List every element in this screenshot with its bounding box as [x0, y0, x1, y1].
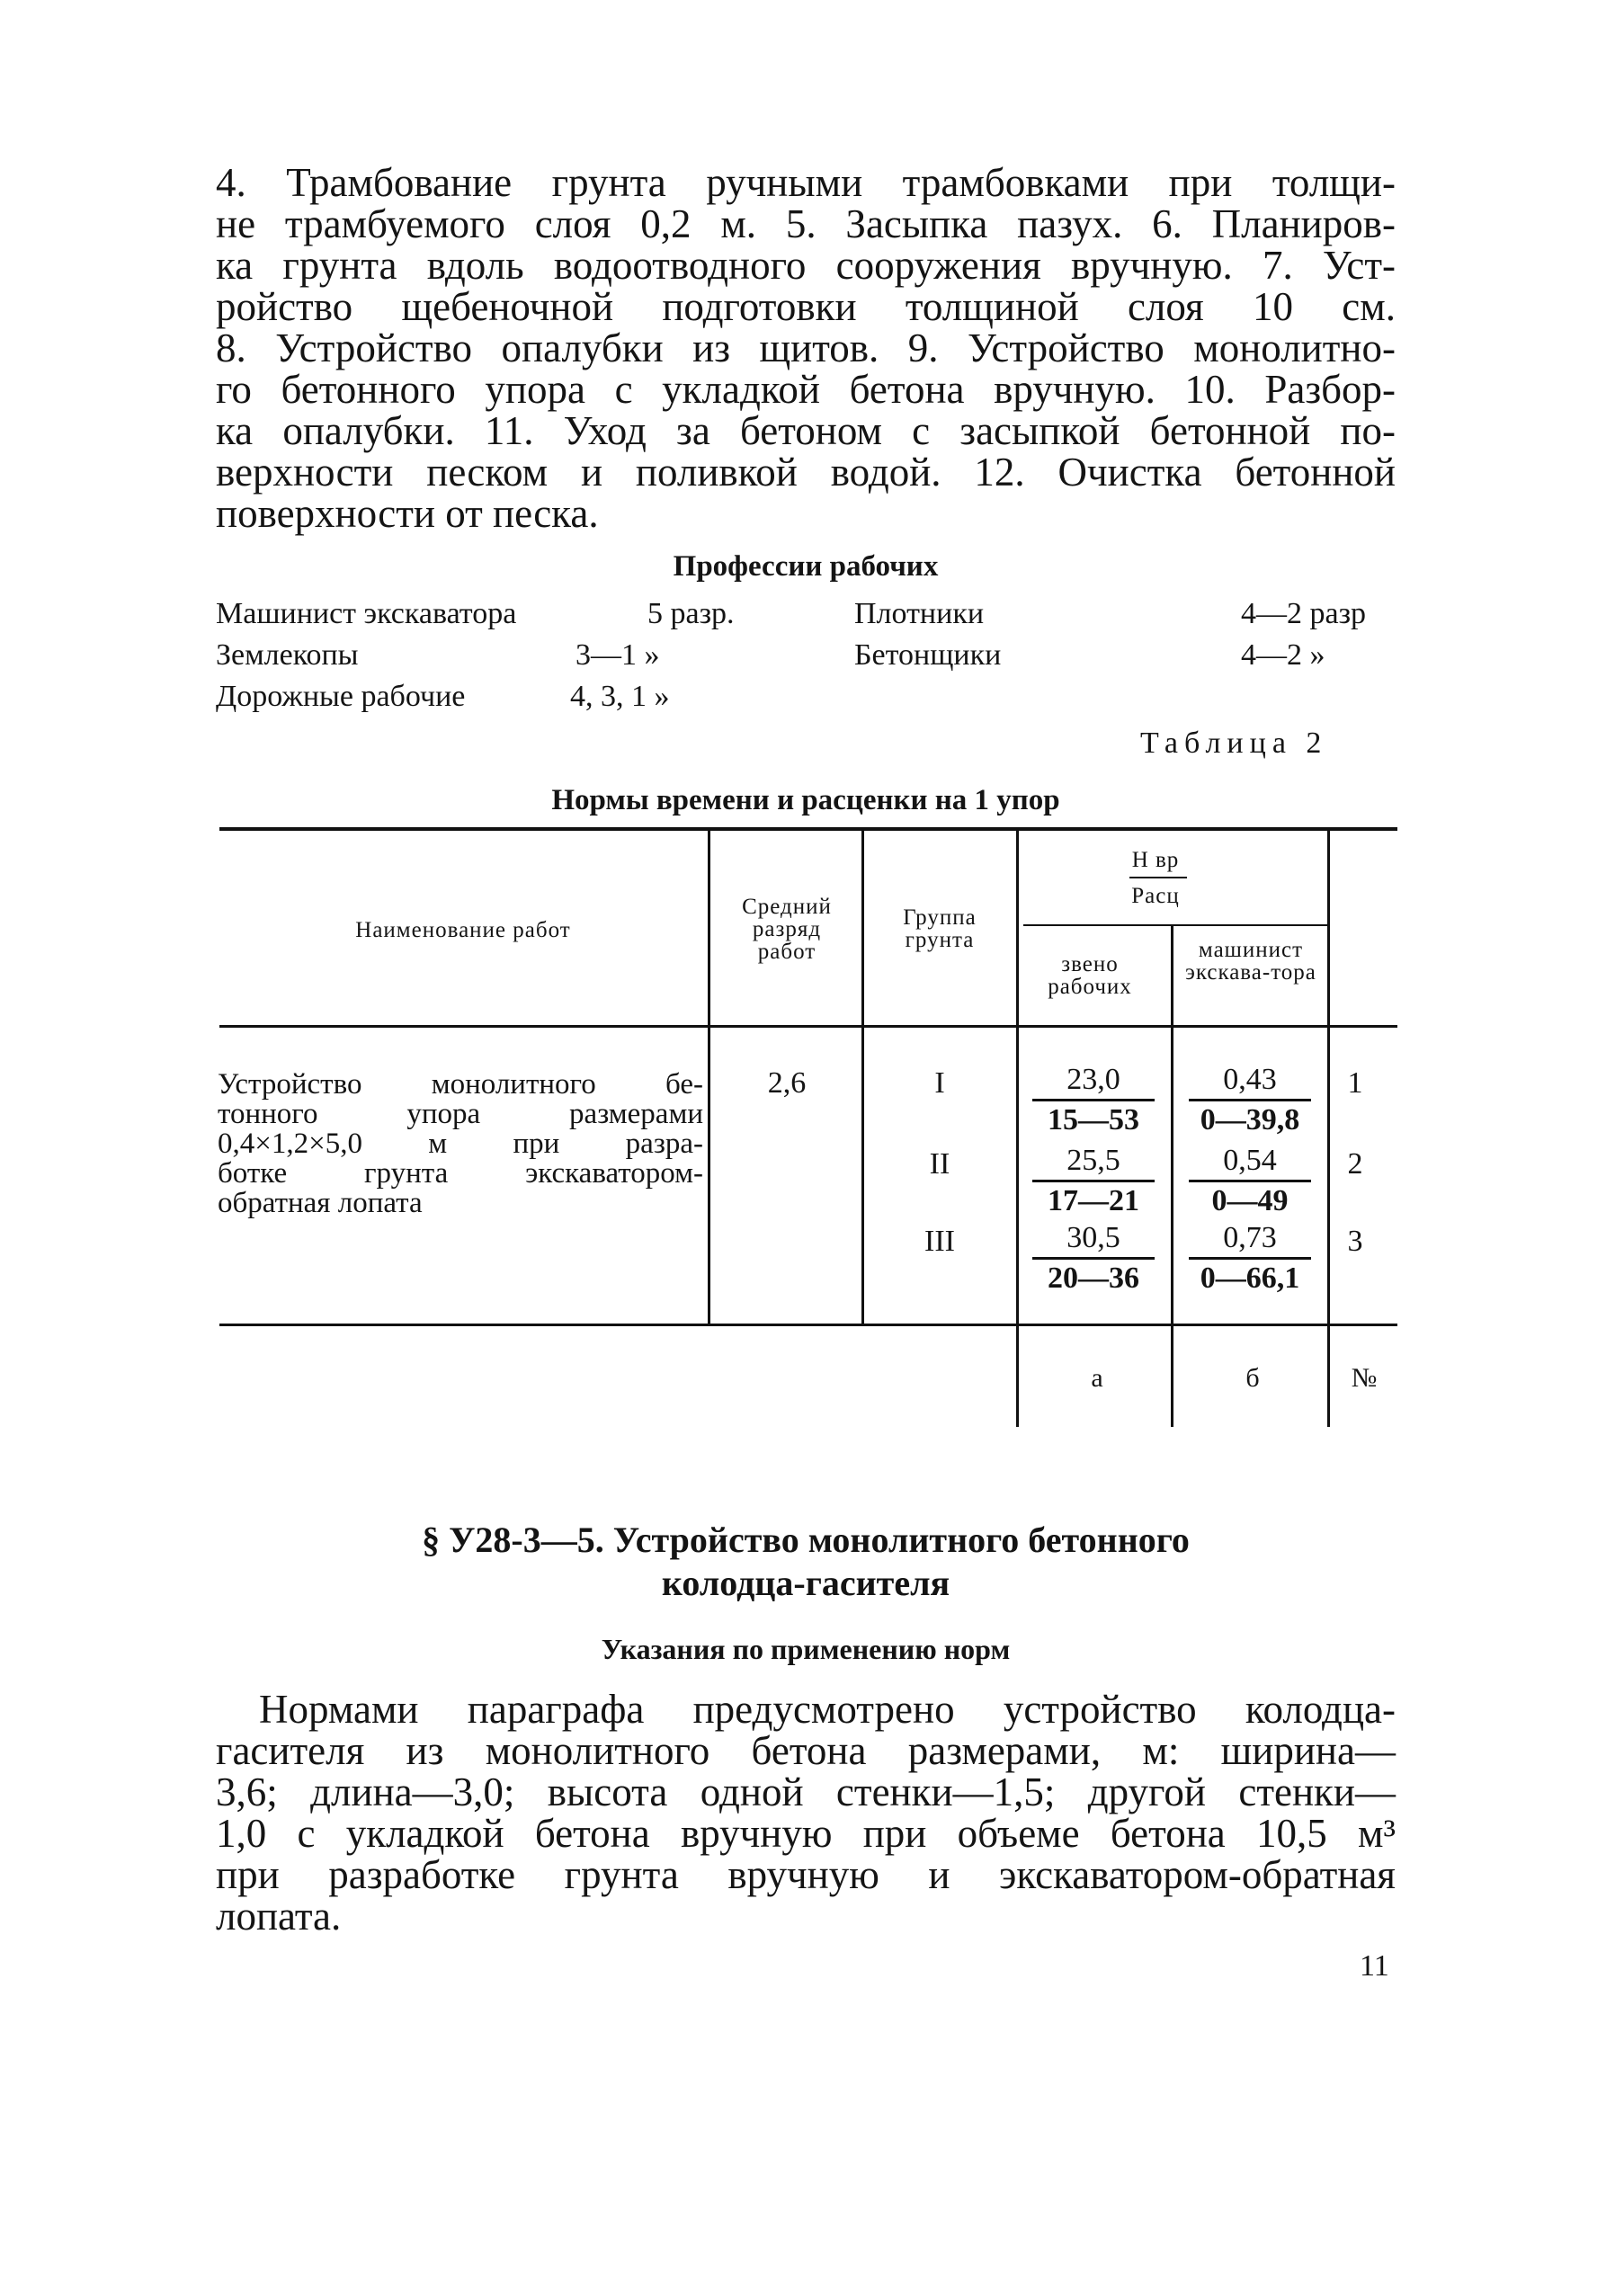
profession-name: Землекопы: [216, 638, 359, 672]
fraction-bar: [1032, 1257, 1155, 1260]
text-line: верхности песком и поливкой водой. 12. Очистка бетонной: [216, 450, 1396, 495]
fraction-bar: [1032, 1180, 1155, 1182]
text-line: поверхности от песка.: [216, 491, 599, 536]
description-line: ботке грунта экскаватором-: [218, 1157, 703, 1190]
table-rule: [1171, 1028, 1173, 1324]
soil-group: II: [929, 1147, 950, 1181]
rate: 20—36: [1048, 1261, 1139, 1295]
table-rule: [708, 1028, 710, 1324]
soil-group: III: [924, 1225, 955, 1258]
table-rule: [1327, 1326, 1330, 1427]
avg-grade-value: 2,6: [767, 1066, 807, 1100]
section-title: § У28-3—5. Устройство монолитного бетонного: [422, 1520, 1190, 1560]
time-norm: 0,43: [1223, 1063, 1277, 1096]
professions-heading: Профессии рабочих: [673, 550, 939, 583]
crew-norm: [1023, 1221, 1164, 1296]
text-line: ка грунта вдоль водоотводного сооружения вручную. 7. Уст-: [216, 243, 1396, 288]
profession-grade: 4—2 »: [1241, 638, 1325, 672]
text-line: 8. Устройство опалубки из щитов. 9. Устройство монолитно-: [216, 325, 1396, 370]
fraction-bar: [1189, 1257, 1311, 1260]
profession-grade: 4—2 разр: [1241, 597, 1367, 630]
row-number: 3: [1347, 1225, 1363, 1258]
text-line: ка опалубки. 11. Уход за бетоном с засыпкой бетонной по-: [216, 408, 1396, 453]
description-line: обратная лопата: [218, 1187, 423, 1219]
description-line: Устройство монолитного бе-: [218, 1068, 703, 1101]
table-rule: [1171, 924, 1173, 1025]
profession-name: Бетонщики: [854, 638, 1002, 672]
row-number: 2: [1347, 1147, 1363, 1181]
table-rule: [1016, 831, 1019, 1025]
profession-name: Дорожные рабочие: [216, 680, 466, 713]
text-line: при разработке грунта вручную и экскаватором-обратная: [216, 1852, 1396, 1897]
table-rule: [1023, 924, 1329, 926]
crew-norm: [1023, 1144, 1164, 1218]
header-avg-grade: Средний разряд работ: [742, 895, 832, 964]
header-frac-bottom: Расц: [1131, 884, 1180, 908]
column-label-b: б: [1245, 1363, 1260, 1393]
header-soil-group: Группа грунта: [903, 905, 977, 952]
text-line: лопата.: [216, 1894, 342, 1939]
column-label-a: а: [1091, 1363, 1103, 1393]
fraction-bar: [1189, 1180, 1311, 1182]
profession-grade: 5 разр.: [647, 597, 735, 630]
text-line: ройство щебеночной подготовки толщиной слоя 10 см.: [216, 284, 1396, 329]
profession-name: Плотники: [854, 597, 985, 630]
table-rule: [861, 1028, 864, 1324]
row-number: 1: [1347, 1066, 1363, 1100]
table-rule: [1016, 1028, 1019, 1324]
time-norm: 0,54: [1223, 1144, 1277, 1177]
profession-grade: 4, 3, 1 »: [570, 680, 670, 713]
profession-name: Машинист экскаватора: [216, 597, 517, 630]
text-line: 3,6; длина—3,0; высота одной стенки—1,5; другой стенки—: [216, 1769, 1396, 1814]
header-operator: машинист экскава-тора: [1185, 938, 1316, 985]
table-rule: [1327, 1028, 1330, 1324]
time-norm: 0,73: [1223, 1221, 1277, 1254]
table-rule: [861, 831, 864, 1025]
rate: 0—39,8: [1200, 1103, 1300, 1136]
table-title: Нормы времени и расценки на 1 упор: [551, 784, 1060, 816]
text-line: Нормами параграфа предусмотрено устройство колодца-: [259, 1687, 1396, 1732]
header-name: Наименование работ: [355, 918, 571, 942]
rate: 0—49: [1211, 1184, 1289, 1217]
header-frac-bar: [1129, 877, 1187, 878]
time-norm: 30,5: [1066, 1221, 1120, 1254]
table-rule: [708, 831, 710, 1025]
time-norm: 23,0: [1066, 1063, 1120, 1096]
text-line: гасителя из монолитного бетона размерами, м: ширина—: [216, 1728, 1396, 1773]
operator-norm: [1180, 1063, 1320, 1137]
work-description: [218, 1070, 703, 1218]
header-frac-top: Н вр: [1131, 848, 1180, 872]
table-rule: [1327, 831, 1330, 1025]
rate: 15—53: [1048, 1103, 1139, 1136]
rate: 0—66,1: [1200, 1261, 1300, 1295]
page-number: 11: [1360, 1949, 1389, 1983]
description-line: тонного упора размерами: [218, 1098, 703, 1130]
header-crew: звено рабочих: [1048, 952, 1132, 999]
time-norm: 25,5: [1066, 1144, 1120, 1177]
intro-paragraph: [216, 162, 1396, 534]
description-line: 0,4×1,2×5,0 м при разра-: [218, 1128, 703, 1160]
text-line: 1,0 с укладкой бетона вручную при объеме бетона 10,5 м³: [216, 1811, 1396, 1856]
column-label-no: №: [1351, 1363, 1378, 1393]
section-body: [216, 1689, 1396, 1937]
operator-norm: [1180, 1221, 1320, 1296]
text-line: го бетонного упора с укладкой бетона вручную. 10. Разбор-: [216, 367, 1396, 412]
soil-group: I: [934, 1066, 945, 1100]
table-label: Таблица 2: [1140, 726, 1328, 760]
section-subheading: Указания по применению норм: [601, 1633, 1011, 1665]
table-rule: [1171, 1326, 1173, 1427]
section-title: колодца-гасителя: [661, 1563, 950, 1603]
table-rule: [219, 1025, 1397, 1028]
text-line: не трамбуемого слоя 0,2 м. 5. Засыпка пазух. 6. Планиров-: [216, 201, 1396, 246]
table-rule: [219, 1324, 1397, 1326]
crew-norm: [1023, 1063, 1164, 1137]
fraction-bar: [1032, 1099, 1155, 1101]
profession-grade: 3—1 »: [576, 638, 660, 672]
text-line: 4. Трамбование грунта ручными трамбовками при толщи-: [216, 160, 1396, 205]
table-rule: [219, 827, 1397, 831]
rate: 17—21: [1048, 1184, 1139, 1217]
table-rule: [1016, 1326, 1019, 1427]
operator-norm: [1180, 1144, 1320, 1218]
fraction-bar: [1189, 1099, 1311, 1101]
